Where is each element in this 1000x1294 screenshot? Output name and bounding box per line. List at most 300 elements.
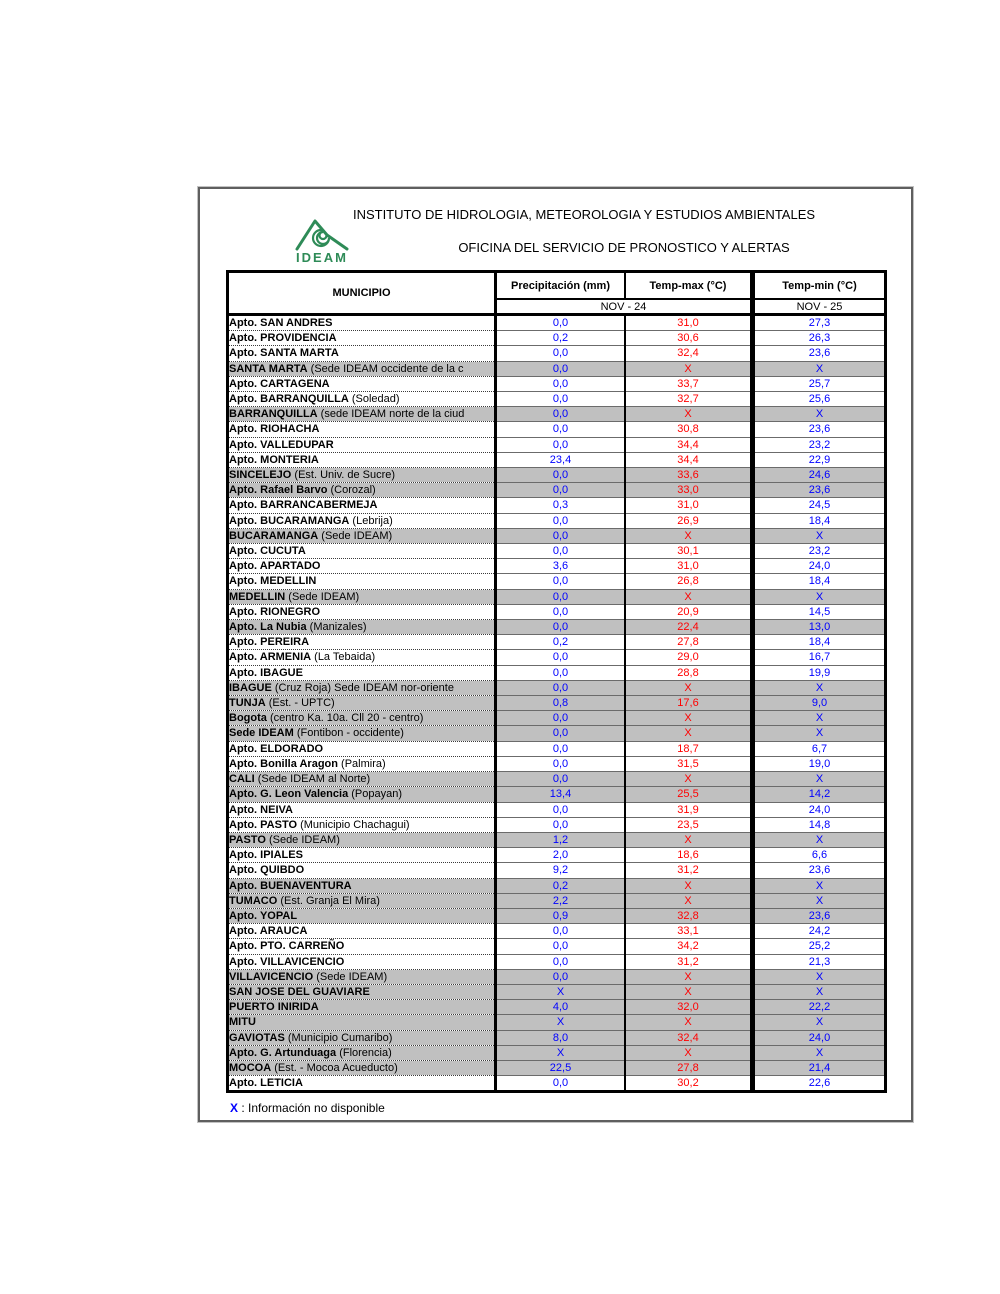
table-row (228, 696, 886, 711)
precipitacion-cell: 0,0 (496, 954, 626, 969)
precipitacion-cell: 0,0 (496, 437, 626, 452)
municipio-cell (228, 452, 496, 467)
precipitacion-cell: 3,6 (496, 559, 626, 574)
table-row (228, 361, 886, 376)
municipio-desc: (Sede IDEAM) (265, 833, 340, 846)
municipio-desc: (Sede IDEAM) (318, 529, 393, 542)
precipitacion-cell: 0,9 (496, 908, 626, 923)
precipitacion-cell: 0,0 (496, 589, 626, 604)
precipitacion-cell: 1,2 (496, 832, 626, 847)
table-row (228, 772, 886, 787)
temp-min-cell: X (753, 832, 886, 847)
municipio-name: MOCOA (229, 1061, 272, 1074)
municipio-cell (228, 468, 496, 483)
table-row (228, 954, 886, 969)
municipio-name: VILLAVICENCIO (229, 970, 314, 983)
temp-min-cell: 14,8 (753, 817, 886, 832)
temp-min-cell: 6,7 (753, 741, 886, 756)
municipio-name: Apto. NEIVA (229, 803, 293, 816)
municipio-cell (228, 483, 496, 498)
table-row (228, 969, 886, 984)
temp-min-cell: 24,0 (753, 1030, 886, 1045)
table-row (228, 984, 886, 999)
temp-min-cell: 19,9 (753, 665, 886, 680)
precipitacion-cell: 0,0 (496, 924, 626, 939)
precipitacion-cell: 0,0 (496, 726, 626, 741)
precipitacion-cell: 0,0 (496, 711, 626, 726)
municipio-cell (228, 665, 496, 680)
table-row (228, 893, 886, 908)
table-row (228, 589, 886, 604)
municipio-cell (228, 863, 496, 878)
precipitacion-cell: 4,0 (496, 1000, 626, 1015)
precipitacion-cell: 2,2 (496, 893, 626, 908)
precipitacion-cell: X (496, 1045, 626, 1060)
temp-min-cell: 18,4 (753, 513, 886, 528)
table-row (228, 452, 886, 467)
temp-min-cell: 27,3 (753, 315, 886, 331)
table-row (228, 528, 886, 543)
municipio-cell (228, 1076, 496, 1092)
temp-min-cell: X (753, 726, 886, 741)
municipio-name: Apto. BARRANQUILLA (229, 393, 349, 406)
municipio-cell (228, 604, 496, 619)
municipio-cell (228, 848, 496, 863)
municipio-desc: (Lebrija) (349, 514, 393, 527)
temp-min-cell: X (753, 1015, 886, 1030)
table-row (228, 726, 886, 741)
table-row (228, 817, 886, 832)
municipio-name: Apto. G. Leon Valencia (229, 788, 349, 801)
table-row (228, 574, 886, 589)
temp-max-cell: X (625, 711, 753, 726)
table-body (228, 315, 886, 1092)
precipitacion-cell: 0,0 (496, 802, 626, 817)
municipio-desc: (Sede IDEAM) (313, 970, 388, 983)
municipio-name: Apto. SANTA MARTA (229, 347, 339, 360)
table-row (228, 315, 886, 331)
col-header-municipio: MUNICIPIO (228, 272, 496, 315)
municipio-cell (228, 528, 496, 543)
table-row (228, 635, 886, 650)
temp-max-cell: X (625, 726, 753, 741)
temp-min-cell: X (753, 878, 886, 893)
municipio-name: Apto. MEDELLIN (229, 575, 317, 588)
ideam-logo (290, 216, 354, 265)
table-row (228, 559, 886, 574)
date-nov-25: NOV - 25 (753, 299, 886, 315)
temp-max-cell: 32,0 (625, 1000, 753, 1015)
municipio-name: Apto. Bonilla Aragon (229, 757, 338, 770)
temp-min-cell: 24,0 (753, 802, 886, 817)
temp-min-cell: 9,0 (753, 696, 886, 711)
municipio-desc: (Est. - Mocoa Acueducto) (271, 1061, 398, 1074)
temp-max-cell: 33,1 (625, 924, 753, 939)
temp-max-cell: 27,8 (625, 635, 753, 650)
temp-max-cell: 18,7 (625, 741, 753, 756)
temp-max-cell: 31,5 (625, 756, 753, 771)
municipio-cell (228, 741, 496, 756)
municipio-name: Apto. IBAGUE (229, 666, 303, 679)
temp-min-cell: 23,6 (753, 422, 886, 437)
temp-max-cell: X (625, 407, 753, 422)
municipio-name: Apto. PEREIRA (229, 636, 310, 649)
table-row (228, 832, 886, 847)
precipitacion-cell: 9,2 (496, 863, 626, 878)
municipio-cell (228, 635, 496, 650)
temp-min-cell: X (753, 772, 886, 787)
municipio-name: Apto. ARAUCA (229, 925, 308, 938)
municipio-cell (228, 392, 496, 407)
municipio-name: Apto. ARMENIA (229, 651, 312, 664)
temp-min-cell: 18,4 (753, 635, 886, 650)
municipio-name: Apto. MONTERIA (229, 453, 319, 466)
temp-min-cell: 23,2 (753, 544, 886, 559)
municipio-name: Apto. LETICIA (229, 1077, 303, 1090)
municipio-name: SINCELEJO (229, 469, 292, 482)
table-row (228, 939, 886, 954)
municipio-cell (228, 346, 496, 361)
temp-max-cell: 34,2 (625, 939, 753, 954)
temp-min-cell: X (753, 984, 886, 999)
precipitacion-cell: 0,2 (496, 635, 626, 650)
temp-min-cell: 13,0 (753, 620, 886, 635)
temp-max-cell: 31,0 (625, 315, 753, 331)
municipio-name: Bogota (229, 712, 267, 725)
municipio-name: MEDELLIN (229, 590, 286, 603)
municipio-cell (228, 361, 496, 376)
temp-max-cell: X (625, 589, 753, 604)
municipio-cell (228, 1000, 496, 1015)
temp-max-cell: 31,0 (625, 498, 753, 513)
table-row (228, 498, 886, 513)
temp-min-cell: 25,6 (753, 392, 886, 407)
municipio-cell (228, 650, 496, 665)
temp-max-cell: X (625, 1045, 753, 1060)
municipio-desc: (Municipio Chachagui) (297, 818, 410, 831)
temp-max-cell: 28,8 (625, 665, 753, 680)
municipio-cell (228, 908, 496, 923)
table-row (228, 924, 886, 939)
temp-max-cell: 22,4 (625, 620, 753, 635)
table-row (228, 787, 886, 802)
municipio-desc: (Est. Univ. de Sucre) (291, 469, 396, 482)
municipio-desc: (Popayan) (348, 788, 403, 801)
municipio-name: Apto. BUCARAMANGA (229, 514, 350, 527)
temp-min-cell: 18,4 (753, 574, 886, 589)
municipio-cell (228, 969, 496, 984)
temp-max-cell: X (625, 680, 753, 695)
precipitacion-cell: 0,8 (496, 696, 626, 711)
temp-max-cell: 30,2 (625, 1076, 753, 1092)
temp-min-cell: 23,6 (753, 863, 886, 878)
precipitacion-cell: 13,4 (496, 787, 626, 802)
municipio-cell (228, 376, 496, 391)
precipitacion-cell: 0,0 (496, 756, 626, 771)
institute-title: INSTITUTO DE HIDROLOGIA, METEOROLOGIA Y ESTUDIOS AMBIENTALES (352, 207, 816, 222)
municipio-name: SAN JOSE DEL GUAVIARE (229, 985, 370, 998)
municipio-name: Apto. RIONEGRO (229, 605, 321, 618)
municipio-name: PUERTO INIRIDA (229, 1001, 319, 1014)
municipio-name: Apto. PASTO (229, 818, 298, 831)
municipio-name: BUCARAMANGA (229, 529, 319, 542)
temp-max-cell: 33,0 (625, 483, 753, 498)
precipitacion-cell: 0,0 (496, 620, 626, 635)
municipio-name: BARRANQUILLA (229, 408, 318, 421)
precipitacion-cell: 0,0 (496, 315, 626, 331)
precipitacion-cell: 0,0 (496, 741, 626, 756)
temp-max-cell: X (625, 832, 753, 847)
temp-max-cell: 32,8 (625, 908, 753, 923)
temp-min-cell: 24,0 (753, 559, 886, 574)
table-row (228, 407, 886, 422)
municipio-desc: (Corozal) (327, 484, 376, 497)
temp-max-cell: 17,6 (625, 696, 753, 711)
temp-min-cell: 23,6 (753, 908, 886, 923)
municipio-cell (228, 787, 496, 802)
municipio-cell (228, 772, 496, 787)
municipio-name: Apto. PROVIDENCIA (229, 332, 337, 345)
municipio-name: Apto. Rafael Barvo (229, 484, 328, 497)
municipio-cell (228, 726, 496, 741)
table-row (228, 604, 886, 619)
municipio-cell (228, 544, 496, 559)
table-row (228, 680, 886, 695)
precipitacion-cell: 0,0 (496, 817, 626, 832)
municipio-cell (228, 574, 496, 589)
table-row (228, 1015, 886, 1030)
temp-min-cell: 21,4 (753, 1060, 886, 1075)
report-frame (198, 187, 913, 1122)
temp-max-cell: 26,8 (625, 574, 753, 589)
precipitacion-cell: 0,0 (496, 361, 626, 376)
table-row (228, 422, 886, 437)
temp-min-cell: X (753, 893, 886, 908)
municipio-name: Apto. PTO. CARREÑO (229, 940, 345, 953)
table-row (228, 468, 886, 483)
municipio-name: GAVIOTAS (229, 1031, 285, 1044)
table-row (228, 1030, 886, 1045)
municipio-name: MITU (229, 1016, 256, 1029)
municipio-name: Apto. RIOHACHA (229, 423, 320, 436)
temp-min-cell: 24,6 (753, 468, 886, 483)
municipio-cell (228, 756, 496, 771)
municipio-cell (228, 1045, 496, 1060)
temp-max-cell: 25,5 (625, 787, 753, 802)
temp-max-cell: 23,5 (625, 817, 753, 832)
municipio-name: SANTA MARTA (229, 362, 308, 375)
municipio-cell (228, 1015, 496, 1030)
table-row (228, 437, 886, 452)
precipitacion-cell: 0,0 (496, 969, 626, 984)
temp-min-cell: 19,0 (753, 756, 886, 771)
table-row (228, 331, 886, 346)
table-row (228, 650, 886, 665)
municipio-name: CALI (229, 773, 255, 786)
precipitacion-cell: 0,0 (496, 468, 626, 483)
temp-max-cell: 20,9 (625, 604, 753, 619)
table-row (228, 908, 886, 923)
municipio-cell (228, 878, 496, 893)
municipio-desc: (centro Ka. 10a. Cll 20 - centro) (266, 712, 424, 725)
table-row (228, 392, 886, 407)
temp-min-cell: X (753, 361, 886, 376)
temp-min-cell: X (753, 680, 886, 695)
municipio-name: Apto. IPIALES (229, 849, 303, 862)
table-row (228, 620, 886, 635)
municipio-name: Apto. QUIBDO (229, 864, 305, 877)
col-header-temp-min: Temp-min (°C) (753, 272, 886, 300)
table-row (228, 711, 886, 726)
precipitacion-cell: 0,0 (496, 544, 626, 559)
municipio-name: Apto. SAN ANDRES (229, 317, 333, 329)
precipitacion-cell: 23,4 (496, 452, 626, 467)
temp-max-cell: X (625, 528, 753, 543)
municipio-cell (228, 1030, 496, 1045)
municipio-cell (228, 1060, 496, 1075)
legend (230, 1101, 385, 1115)
municipio-desc: (Manizales) (306, 621, 367, 634)
temp-max-cell: 26,9 (625, 513, 753, 528)
temp-max-cell: X (625, 878, 753, 893)
temp-min-cell: 26,3 (753, 331, 886, 346)
municipio-name: Apto. YOPAL (229, 909, 298, 922)
municipio-cell (228, 939, 496, 954)
precipitacion-cell: 0,0 (496, 346, 626, 361)
temp-min-cell: 22,2 (753, 1000, 886, 1015)
precipitacion-cell: 0,0 (496, 665, 626, 680)
temp-max-cell: 30,8 (625, 422, 753, 437)
temp-max-cell: 31,2 (625, 954, 753, 969)
temp-min-cell: X (753, 1045, 886, 1060)
ideam-logo-text: IDEAM (296, 250, 348, 265)
date-nov-24: NOV - 24 (496, 299, 753, 315)
temp-min-cell: 25,7 (753, 376, 886, 391)
temp-min-cell: 23,6 (753, 483, 886, 498)
precipitacion-cell: 0,0 (496, 650, 626, 665)
temp-max-cell: X (625, 969, 753, 984)
municipio-cell (228, 498, 496, 513)
forecast-table (226, 270, 887, 1093)
office-subtitle: OFICINA DEL SERVICIO DE PRONOSTICO Y ALERTAS (458, 240, 790, 255)
municipio-name: PASTO (229, 833, 266, 846)
temp-max-cell: 31,2 (625, 863, 753, 878)
temp-min-cell: X (753, 969, 886, 984)
precipitacion-cell: 22,5 (496, 1060, 626, 1075)
municipio-cell (228, 315, 496, 331)
precipitacion-cell: 0,0 (496, 939, 626, 954)
table-row (228, 513, 886, 528)
temp-max-cell: 32,4 (625, 1030, 753, 1045)
municipio-cell (228, 407, 496, 422)
municipio-name: TUNJA (229, 697, 266, 710)
precipitacion-cell: 0,0 (496, 376, 626, 391)
table-row (228, 848, 886, 863)
precipitacion-cell: 0,0 (496, 513, 626, 528)
municipio-desc: (Sede IDEAM) (285, 590, 360, 603)
municipio-desc: (Est. - UPTC) (265, 697, 335, 710)
table-row (228, 544, 886, 559)
municipio-name: Apto. BUENAVENTURA (229, 879, 352, 892)
temp-max-cell: 34,4 (625, 452, 753, 467)
precipitacion-cell: 0,0 (496, 604, 626, 619)
temp-max-cell: X (625, 984, 753, 999)
temp-max-cell: 32,7 (625, 392, 753, 407)
municipio-cell (228, 559, 496, 574)
temp-min-cell: 25,2 (753, 939, 886, 954)
table-row (228, 1045, 886, 1060)
municipio-desc: (sede IDEAM norte de la ciud (317, 408, 465, 421)
table-row (228, 346, 886, 361)
municipio-cell (228, 422, 496, 437)
table-row (228, 741, 886, 756)
municipio-cell (228, 984, 496, 999)
table-row (228, 483, 886, 498)
precipitacion-cell: 0,0 (496, 772, 626, 787)
municipio-desc: (Soledad) (348, 393, 400, 406)
municipio-desc: (Sede IDEAM al Norte) (254, 773, 371, 786)
municipio-cell (228, 832, 496, 847)
municipio-desc: (La Tebaida) (311, 651, 376, 664)
temp-min-cell: 22,9 (753, 452, 886, 467)
legend-text: : Información no disponible (241, 1101, 385, 1115)
table-row (228, 878, 886, 893)
municipio-name: Apto. CARTAGENA (229, 377, 330, 390)
precipitacion-cell: X (496, 984, 626, 999)
municipio-cell (228, 437, 496, 452)
municipio-name: Apto. VILLAVICENCIO (229, 955, 345, 968)
municipio-name: Sede IDEAM (229, 727, 294, 740)
municipio-desc: (Fontibon - occidente) (293, 727, 404, 740)
col-header-precipitacion: Precipitación (mm) (496, 272, 626, 300)
temp-min-cell: 24,2 (753, 924, 886, 939)
municipio-cell (228, 331, 496, 346)
municipio-cell (228, 954, 496, 969)
temp-max-cell: 33,7 (625, 376, 753, 391)
municipio-name: Apto. CUCUTA (229, 545, 306, 558)
temp-min-cell: 16,7 (753, 650, 886, 665)
table-header-row (228, 272, 886, 300)
temp-max-cell: 31,0 (625, 559, 753, 574)
temp-min-cell: 22,6 (753, 1076, 886, 1092)
precipitacion-cell: 0,2 (496, 878, 626, 893)
table-row (228, 665, 886, 680)
precipitacion-cell: 0,0 (496, 574, 626, 589)
precipitacion-cell: 0,0 (496, 407, 626, 422)
temp-max-cell: 27,8 (625, 1060, 753, 1075)
table-row (228, 756, 886, 771)
municipio-name: Apto. La Nubia (229, 621, 307, 634)
temp-max-cell: 31,9 (625, 802, 753, 817)
temp-max-cell: 30,1 (625, 544, 753, 559)
precipitacion-cell: 0,0 (496, 483, 626, 498)
municipio-name: Apto. ELDORADO (229, 742, 324, 755)
temp-min-cell: X (753, 589, 886, 604)
precipitacion-cell: 8,0 (496, 1030, 626, 1045)
municipio-name: Apto. VALLEDUPAR (229, 438, 334, 451)
municipio-desc: (Est. Granja El Mira) (277, 894, 380, 907)
precipitacion-cell: 0,0 (496, 392, 626, 407)
table-row (228, 1000, 886, 1015)
col-header-temp-max: Temp-max (°C) (625, 272, 753, 300)
municipio-name: TUMACO (229, 894, 278, 907)
municipio-cell (228, 680, 496, 695)
municipio-name: Apto. BARRANCABERMEJA (229, 499, 378, 512)
temp-min-cell: 14,2 (753, 787, 886, 802)
precipitacion-cell: 0,0 (496, 1076, 626, 1092)
municipio-name: Apto. G. Artunduaga (229, 1046, 337, 1059)
temp-min-cell: 6,6 (753, 848, 886, 863)
